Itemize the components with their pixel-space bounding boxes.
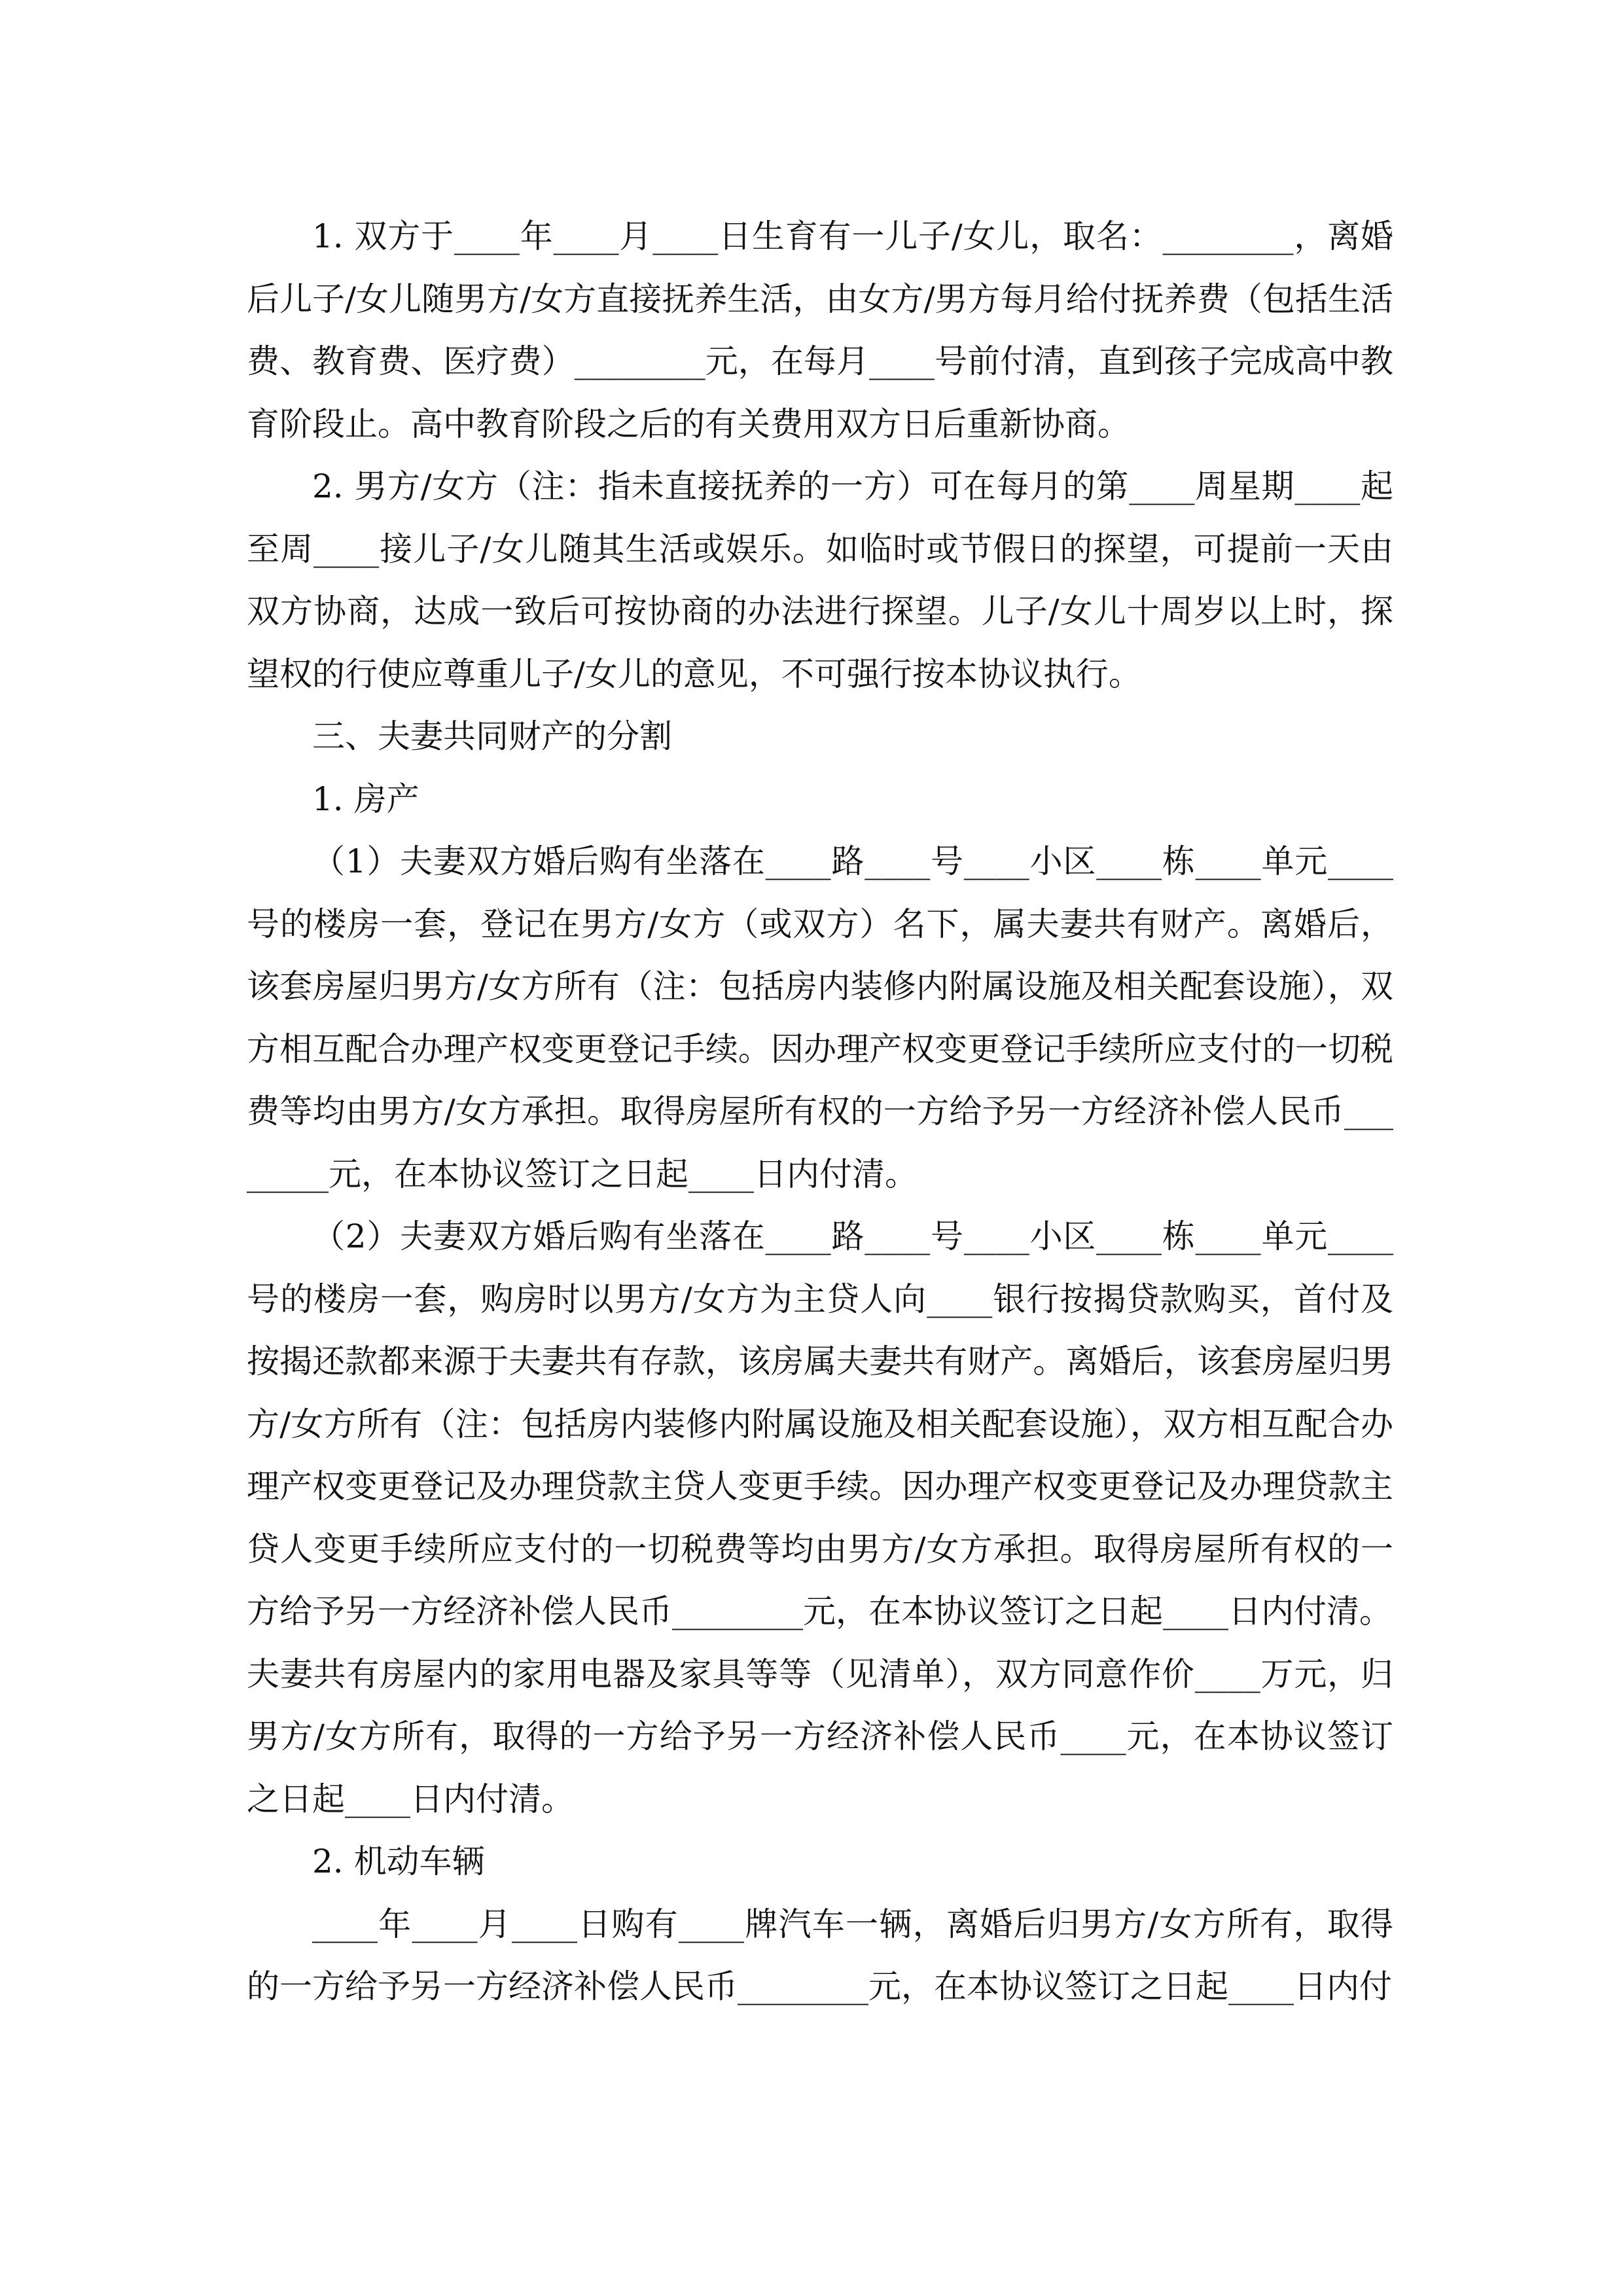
subheading-real-estate: 1. 房产 — [312, 780, 419, 818]
paragraph-house-two: （2）夫妻双方婚后购有坐落在____路____号____小区____栋____单元____号的楼房一套，购房时以男方/女方为主贷人向____银行按揭贷款购买，首付及按揭还款都来源于夫妻共有存款，该房属夫妻共有财产。离婚后，该套房屋归男方/女方所有（注：包括房内装修内附属设施及相关配套设施），双方相互配合办理产权变更登记及办理贷款主贷人变更手续。因办理产权变更登记及办理贷款主贷人变更手续所应支付的一切税费等均由男方/女方承担。取得房屋所有权的一方给予另一方经济补偿人民币________元，在本协议签订之日起____日内付清。 — [247, 1217, 1393, 1630]
paragraph-visitation-rights: 2. 男方/女方（注：指未直接抚养的一方）可在每月的第____周星期____起至周____接儿子/女儿随其生活或娱乐。如临时或节假日的探望，可提前一天由双方协商，达成一致后可按协商的办法进行探望。儿子/女儿十周岁以上时，探望权的行使应尊重儿子/女儿的意见，不可强行按本协议执行。 — [247, 467, 1393, 693]
paragraph-vehicle: ____年____月____日购有____牌汽车一辆，离婚后归男方/女方所有，取得的一方给予另一方经济补偿人民币________元，在本协议签订之日起____日内付 — [247, 1905, 1393, 2005]
subheading-motor-vehicles: 2. 机动车辆 — [312, 1842, 485, 1880]
section-heading-property-division: 三、夫妻共同财产的分割 — [312, 717, 672, 755]
paragraph-child-custody: 1. 双方于____年____月____日生育有一儿子/女儿，取名：________，离婚后儿子/女儿随男方/女方直接抚养生活，由女方/男方每月给付抚养费（包括生活费、教育费、医疗费）________元，在每月____号前付清，直到孩子完成高中教育阶段止。高中教育阶段之后的有关费用双方日后重新协商。 — [247, 217, 1393, 443]
paragraph-appliances-furniture: 夫妻共有房屋内的家用电器及家具等等（见清单），双方同意作价____万元，归男方/女方所有，取得的一方给予另一方经济补偿人民币____元，在本协议签订之日起____日内付清。 — [247, 1655, 1393, 1818]
document-body — [247, 206, 1393, 2018]
paragraph-house-one: （1）夫妻双方婚后购有坐落在____路____号____小区____栋____单元____号的楼房一套，登记在男方/女方（或双方）名下，属夫妻共有财产。离婚后，该套房屋归男方/女方所有（注：包括房内装修内附属设施及相关配套设施），双方相互配合办理产权变更登记手续。因办理产权变更登记手续所应支付的一切税费等均由男方/女方承担。取得房屋所有权的一方给予另一方经济补偿人民币________元，在本协议签订之日起____日内付清。 — [247, 842, 1393, 1193]
